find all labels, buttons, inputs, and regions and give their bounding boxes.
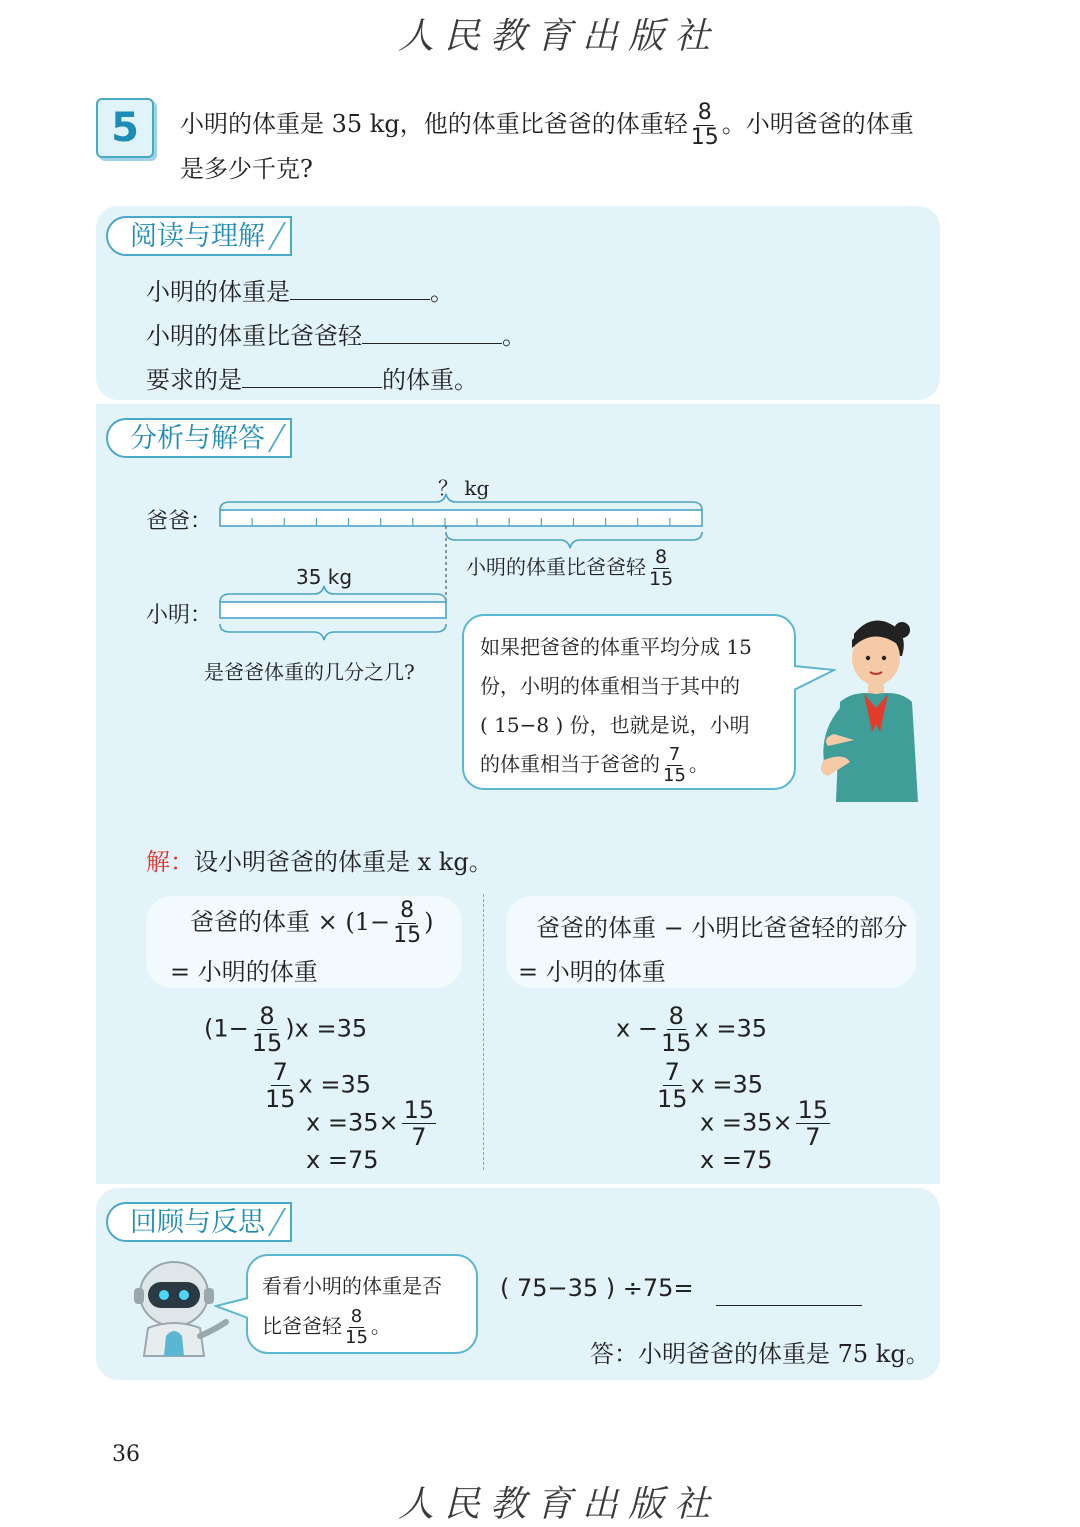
left-relation-line-1: 爸爸的体重 × (1− $\frac{8}{15}$ ) [190, 898, 434, 948]
publisher-header: 人民教育出版社 [398, 16, 721, 57]
ming-fraction-brace [220, 624, 446, 640]
bubble-line-2: 份，小明的体重相当于其中的 [480, 674, 740, 698]
robot-speech-bubble [246, 1254, 478, 1354]
right-relation-line-1: 爸爸的体重 − 小明比爸爸轻的部分 [536, 914, 908, 942]
fraction-seven-fifteenths: $\frac{7}{15}$ [663, 744, 686, 786]
bubble-line-3: ( 15−8 ) 份，也就是说，小明 [480, 713, 750, 737]
girl-speech-bubble [462, 614, 796, 790]
right-equation-3: x =35× $\frac{15}{7}$ [700, 1096, 829, 1151]
dad-label: 爸爸： [146, 509, 213, 534]
check-answer-blank[interactable] [716, 1305, 862, 1306]
left-equation-1: (1− $\frac{8}{15}$ )x =35 [204, 1002, 368, 1057]
blank-answer-1[interactable] [290, 299, 430, 300]
right-equation-4: x =75 [700, 1146, 773, 1174]
solve-label: 解： [146, 848, 194, 876]
dad-weight-question: ？ kg [438, 476, 490, 500]
blank-answer-3[interactable] [242, 387, 382, 388]
dad-total-brace [220, 494, 702, 510]
reading-line-3: 要求的是 的体重。 [146, 366, 478, 394]
analysis-section-title: 分析与解答 [106, 418, 292, 458]
right-equation-2: $\frac{7}{15}$ x =35 [657, 1058, 764, 1113]
robot-bubble-line-1: 看看小明的体重是否 [262, 1274, 442, 1298]
problem-line-2: 是多少千克? [180, 155, 313, 183]
dad-bar [220, 510, 702, 526]
blank-answer-2[interactable] [362, 343, 502, 344]
fraction-lighter: $\frac{8}{15}$ [649, 546, 674, 590]
girl-illustration [814, 612, 926, 808]
left-equation-2: $\frac{7}{15}$ x =35 [265, 1058, 372, 1113]
bubble-line-1: 如果把爸爸的体重平均分成 15 [480, 635, 752, 659]
review-section-title: 回顾与反思 [106, 1202, 292, 1242]
ming-bottom-brace-svg [210, 620, 450, 644]
reading-line-2: 小明的体重比爸爸轻 。 [146, 322, 526, 350]
fraction-eight-fifteenths: $\frac{8}{15}$ [690, 100, 719, 150]
ming-fraction-question: 是爸爸体重的几分之几? [204, 660, 415, 684]
publisher-footer: 人民教育出版社 [398, 1484, 721, 1525]
left-relation-box [146, 896, 462, 988]
final-answer: 答：小明爸爸的体重是 75 kg。 [590, 1340, 930, 1368]
left-equation-4: x =75 [306, 1146, 379, 1174]
page-number: 36 [112, 1442, 140, 1467]
ming-bar [220, 602, 446, 618]
right-equation-1: x − $\frac{8}{15}$ x =35 [616, 1002, 767, 1057]
reading-line-1: 小明的体重是 。 [146, 278, 454, 306]
left-relation-line-2: = 小明的体重 [170, 958, 318, 986]
right-relation-box [506, 896, 916, 988]
check-expression: ( 75−35 ) ÷75= [500, 1274, 694, 1302]
reading-section-title: 阅读与理解 [106, 216, 292, 256]
solution-statement: 解：设小明爸爸的体重是 x kg。 [146, 848, 493, 876]
lighter-label: 小明的体重比爸爸轻 $\frac{8}{15}$ [466, 546, 674, 590]
ming-weight-label: 35 kg [296, 565, 353, 589]
robot-bubble-line-2: 比爸爸轻 $\frac{8}{15}$ 。 [262, 1306, 391, 1348]
ming-label: 小明： [146, 603, 213, 628]
problem-number-badge: 5 [96, 98, 154, 158]
fraction-review: $\frac{8}{15}$ [345, 1306, 368, 1348]
problem-line-1: 小明的体重是 35 kg，他的体重比爸爸的体重轻 $\frac{8}{15}$ 。小明爸爸的体重 [180, 100, 914, 150]
right-relation-line-2: = 小明的体重 [518, 958, 666, 986]
method-divider [483, 894, 484, 1170]
bubble-line-4: 的体重相当于爸爸的 $\frac{7}{15}$ 。 [480, 744, 709, 786]
left-equation-3: x =35× $\frac{15}{7}$ [306, 1096, 435, 1151]
robot-bubble-tail [214, 1294, 250, 1324]
